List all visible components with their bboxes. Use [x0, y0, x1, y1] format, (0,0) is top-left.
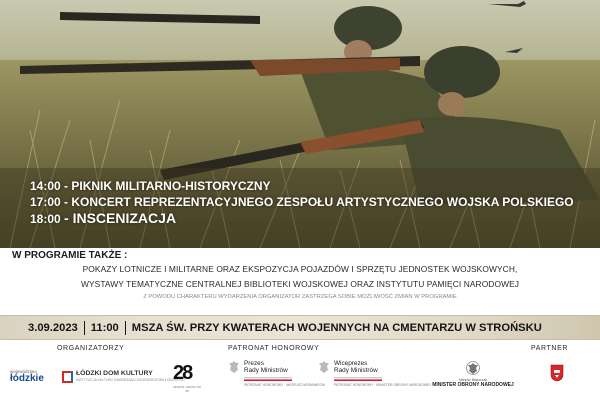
schedule-text: - PIKNIK MILITARNO-HISTORYCZNY	[64, 179, 271, 193]
schedule-time: 17:00	[30, 195, 61, 209]
logo-number: 28	[173, 362, 192, 384]
ldk-mark-icon	[62, 371, 73, 383]
patron-subtitle: PATRONAT HONOROWY · MINISTER OBRONY NARODOWEJ	[334, 383, 432, 387]
ldk-subtitle: INSTYTUCJA KULTURY SAMORZĄDU WOJEWÓDZTWA ŁÓDZKIEGO	[76, 378, 185, 382]
patron-title: Rady Ministrów	[244, 367, 288, 374]
divider	[84, 321, 85, 335]
event-band	[0, 315, 600, 340]
schedule-item	[30, 194, 590, 210]
patron-title: Prezes	[244, 360, 264, 367]
white-eagle-icon	[228, 360, 240, 374]
partner-heading: PARTNER	[531, 345, 569, 352]
flag-stripe-icon	[244, 377, 292, 381]
partner-crest-icon	[550, 364, 564, 382]
organizers-heading: ORGANIZATORZY	[57, 345, 125, 352]
school-28-logo	[173, 362, 201, 392]
defense-minister-logo	[428, 360, 518, 388]
schedule-time: 14:00	[30, 179, 61, 193]
schedule-time: 18:00	[30, 212, 61, 226]
program-line: POKAZY LOTNICZE I MILITARNE ORAZ EKSPOZYCJA POJAZDÓW I SPRZĘTU JEDNOSTEK WOJSKOWYCH,	[82, 264, 518, 274]
schedule-item	[30, 210, 590, 227]
logo-caption: ZESPÓŁ SZKÓŁ NR 28	[173, 385, 201, 393]
minister-name: Mariusz Błaszczak	[458, 378, 488, 382]
program-title: W PROGRAMIE TAKŻE :	[12, 250, 128, 261]
schedule-item	[30, 178, 590, 194]
minister-title: MINISTER OBRONY NARODOWEJ	[432, 382, 514, 388]
patronage-heading: PATRONAT HONOROWY	[228, 345, 320, 352]
ldk-logo	[62, 370, 185, 383]
schedule-text: - KONCERT REPREZENTACYJNEGO ZESPOŁU ARTYSTYCZNEGO WOJSKA POLSKIEGO	[64, 195, 574, 209]
eagle-emblem-icon	[466, 360, 480, 376]
event-time: 11:00	[90, 321, 119, 334]
schedule-list	[30, 178, 590, 227]
program-line: WYSTAWY TEMATYCZNE CENTRALNEJ BIBLIOTEKI WOJSKOWEJ ORAZ INSTYTUTU PAMIĘCI NARODOWEJ	[80, 279, 520, 289]
patron-subtitle: PATRONAT HONOROWY · MATEUSZ MORAWIECKI	[244, 383, 326, 387]
program-disclaimer: Z POWODU CHARAKTERU WYDARZENIA ORGANIZATOR ZASTRZEGA SOBIE MOŻLIWOŚĆ ZMIAN W PROGRAMIE	[143, 294, 457, 300]
lodzkie-logo	[10, 369, 52, 384]
patron-title: Wiceprezes	[334, 360, 368, 367]
ldk-name: ŁÓDZKI DOM KULTURY	[76, 370, 153, 377]
event-description: MSZA ŚW. PRZY KWATERACH WOJENNYCH NA CMENTARZU W STROŃSKU	[131, 321, 542, 334]
flag-stripe-icon	[334, 377, 382, 381]
schedule-text: - INSCENIZACJA	[64, 210, 177, 226]
program-section	[0, 248, 600, 308]
lodzkie-tag: województwo	[10, 369, 37, 374]
divider	[125, 321, 126, 335]
prime-minister-patron-logo	[228, 360, 325, 387]
patron-title: Rady Ministrów	[334, 367, 378, 374]
footer-logos	[0, 340, 600, 400]
white-eagle-icon	[318, 360, 330, 374]
lodzkie-name: łódzkie	[10, 373, 44, 384]
event-date: 3.09.2023	[28, 321, 78, 334]
deputy-prime-minister-patron-logo	[318, 360, 431, 387]
